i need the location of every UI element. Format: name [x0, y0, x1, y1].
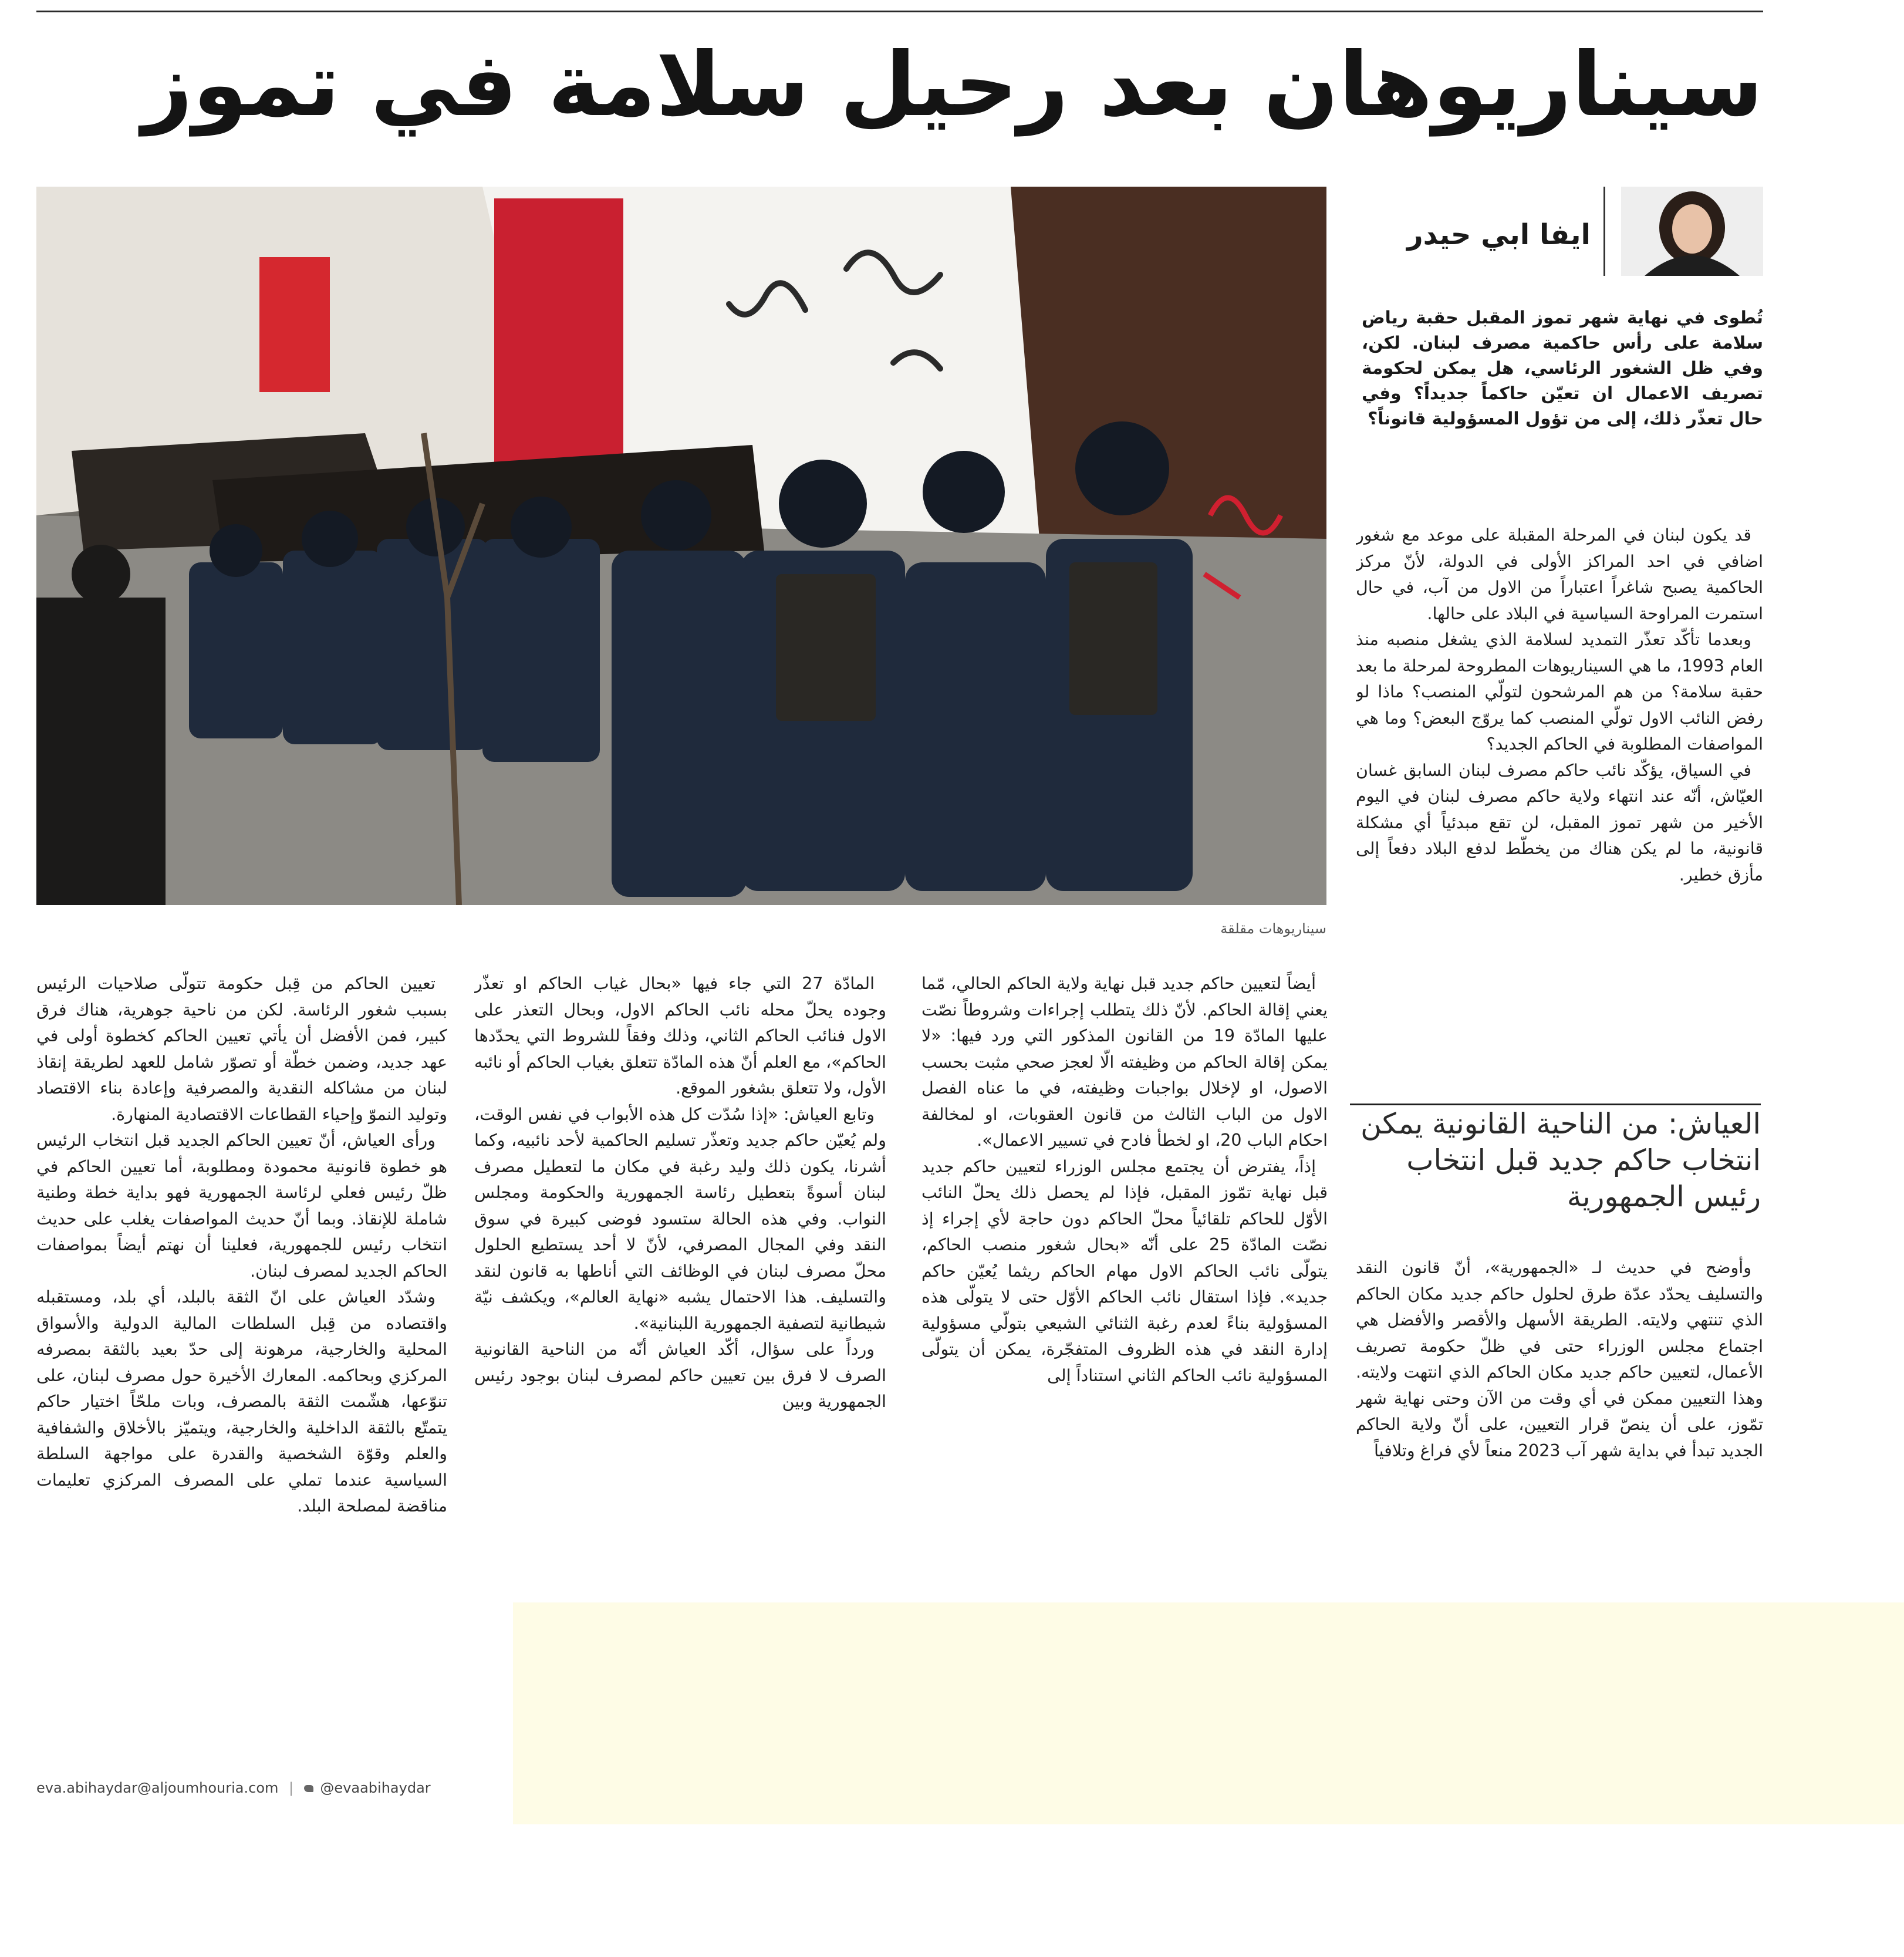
author-name: ايفا ابي حيدر: [1406, 218, 1591, 251]
paragraph: وأوضح في حديث لـ «الجمهورية»، أنّ قانون النقد والتسليف يحدّد عدّة طرق لحلول حاكم جديد مكان الحاكم الذي تنتهي ولايته. الطريقة الأسهل والأقصر والأفضل هي اجتماع مجلس الوزراء حتى في ظلّ حكومة تصريف الأعمال، لتعيين حاكم جديد مكان الحاكم الذي انتهت ولايته. وهذا التعيين ممكن في أي وقت من الآن وحتى نهاية شهر تمّوز، على أن ينصّ قرار التعيين، على أنّ ولاية الحاكم الجديد تبدأ في بداية شهر آب 2023 منعاً لأي فراغ وتلافياً: [1356, 1258, 1763, 1460]
riot-police-scene: [36, 187, 1326, 905]
paragraph: تعيين الحاكم من قِبل حكومة تتولّى صلاحيات الرئيس بسبب شغور الرئاسة. لكن من ناحية جوهرية، هناك فرق كبير، فمن الأفضل أن يأتي تعيين الحاكم كخطوة أولى في عهد جديد، وضمن خطّة أو تصوّر شامل للعهد لطريقة إنقاذ لبنان من مشاكله النقدية والمصرفية وإعادة بناء الاقتصاد وتوليد النموّ وإحياء القطاعات الاقتصادية المنهارة.: [36, 974, 447, 1124]
headline: سيناريوهان بعد رحيل سلامة في تموز: [141, 34, 1763, 136]
pull-quote: العياش: من الناحية القانونية يمكن انتخاب حاكم جديد قبل انتخاب رئيس الجمهورية: [1361, 1107, 1761, 1213]
twitter-icon: [304, 1785, 313, 1792]
paragraph: أيضاً لتعيين حاكم جديد قبل نهاية ولاية الحاكم الحالي، مّما يعني إقالة الحاكم. لأنّ ذلك يتطلب إجراءات وشروطاً نصّت عليها المادّة 19 من القانون المذكور التي ورد فيها: «لا يمكن إقالة الحاكم من وظيفته الّا لعجز صحي مثبت بحسب الاصول، او لإخلال بواجبات وظيفته، في ما عناه الفصل الاول من الباب الثالث من قانون العقوبات، او لمخالفة احكام الباب 20، او لخطأ فادح في تسيير الاعمال».: [921, 974, 1328, 1150]
author-email[interactable]: eva.abihaydar@aljoumhouria.com: [36, 1780, 279, 1796]
contact-separator: |: [289, 1780, 294, 1796]
paragraph: وبعدما تأكّد تعذّر التمديد لسلامة الذي يشغل منصبه منذ العام 1993، ما هي السيناريوهات المطروحة لمرحلة ما بعد حقبة سلامة؟ من هم المرشحون لتولّي المنصب؟ ماذا لو رفض النائب الاول تولّي المنصب كما يروّج البعض؟ وما هي المواصفات المطلوبة في الحاكم الجديد؟: [1356, 630, 1763, 754]
pull-quote-rule: [1350, 1104, 1761, 1105]
article-photo: [36, 187, 1326, 905]
paragraph: قد يكون لبنان في المرحلة المقبلة على موعد مع شغور اضافي في احد المراكز الأولى في الدولة، لأنّ مركز الحاكمية يصبح شاغراً اعتباراً من الاول من آب، في حال استمرت المراوحة السياسية في البلاد على حالها.: [1356, 525, 1763, 623]
paragraph: وشدّد العياش على انّ الثقة بالبلد، أي بلد، ومستقبله واقتصاده من قِبل السلطات المالية الدولية والأسواق المحلية والخارجية، مرهونة إلى حدّ بعيد بالثقة بمصرفه المركزي وبحاكمه. المعارك الأخيرة حول مصرف لبنان، على تنوّعها، هشّمت الثقة بالمصرف، وبات ملحّاً اختيار حاكم يتمتّع بالثقة الداخلية والخارجية، ويتميّز بالأخلاق والشفافية والعلم وقوّة الشخصية والقدرة على مواجهة السلطة السياسية عندما تملي على المصرف المركزي تعليمات مناقضة لمصلحة البلد.: [36, 1287, 447, 1516]
author-avatar: [1621, 187, 1763, 276]
paragraph: وتابع العياش: «إذا سُدّت كل هذه الأبواب في نفس الوقت، ولم يُعيّن حاكم جديد وتعذّر تسليم الحاكمية لأحد نائبيه، وكما أشرنا، يكون ذلك وليد رغبة في مكان ما لتعطيل مصرف لبنان أسوةً بتعطيل رئاسة الجمهورية والحكومة ومجلس النواب. وفي هذه الحالة ستسود فوضى كبيرة في سوق النقد وفي المجال المصرفي، لأنّ لا أحد يستطيع الحلول محلّ مصرف لبنان في الوظائف التي أناطها به قانون لنقد والتسليف. هذا الاحتمال يشبه «نهاية العالم»، ويكشف نيّة شيطانية لتصفية الجمهورية اللبنانية».: [474, 1104, 886, 1333]
author-contact: [36, 1775, 447, 1801]
paragraph: إذاً، يفترض أن يجتمع مجلس الوزراء لتعيين حاكم جديد قبل نهاية تمّوز المقبل، فإذا لم يحصل ذلك يحلّ النائب الأوّل للحاكم تلقائياً محلّ الحاكم دون حاجة لأي إجراء إذ نصّت المادّة 25 على أنّه «بحال شغور منصب الحاكم، يتولّى نائب الحاكم الاول مهام الحاكم ريثما يُعيّن حاكم جديد». فإذا استقال نائب الحاكم الأوّل حتى لا يتولّى هذه المسؤولية بناءً لعدم رغبة الثنائي الشيعي بتولّي مسؤولية إدارة النقد في هذه الظروف المتفجّرة، يمكن أن يتولّى المسؤولية نائب الحاكم الثاني استناداً إلى: [921, 1156, 1328, 1385]
column-1-top: [1356, 522, 1763, 1062]
paragraph: المادّة 27 التي جاء فيها «بحال غياب الحاكم او تعذّر وجوده يحلّ محله نائب الحاكم الاول، وبحال التعذر على الاول فنائب الحاكم الثاني، وذلك وفقاً للشروط التي يحدّدها الحاكم»، مع العلم أنّ هذه المادّة تتعلق بغياب الحاكم أو نائبه الأول، ولا تتعلق بشغور الموقع.: [474, 974, 886, 1098]
photo-caption: سيناريوهات مقلقة: [1220, 920, 1326, 937]
top-rule: [36, 11, 1763, 12]
highlight-block: [513, 1602, 1904, 1824]
author-twitter[interactable]: @evaabihaydar: [320, 1780, 431, 1796]
column-4: [36, 971, 447, 1793]
paragraph: في السياق، يؤكّد نائب حاكم مصرف لبنان السابق غسان العيّاش، أنّه عند انتهاء ولاية حاكم مصرف لبنان في اليوم الأخير من شهر تموز المقبل، لن تقع مبدئياً أي مشكلة قانونية، ما لم يكن هناك من يخطّط لدفع البلاد دفعاً إلى مأزق خطير.: [1356, 760, 1763, 885]
paragraph: ورأى العياش، أنّ تعيين الحاكم الجديد قبل انتخاب الرئيس هو خطوة قانونية محمودة ومطلوبة، أما تعيين الحاكم في ظلّ رئيس فعلي لرئاسة الجمهورية فهو بداية خطة وطنية شاملة للإنقاذ. وبما أنّ حديث المواصفات يغلب على حديث انتخاب رئيس للجمهورية، فعلينا أن نهتم أيضاً بمواصفات الحاكم الجديد لمصرف لبنان.: [36, 1131, 447, 1281]
author-divider: [1603, 187, 1605, 276]
paragraph: ورداً على سؤال، أكّد العياش أنّه من الناحية القانونية الصرف لا فرق بين تعيين حاكم لمصرف لبنان بوجود رئيس الجمهورية وبين: [474, 1339, 886, 1411]
lead-paragraph: تُطوى في نهاية شهر تموز المقبل حقبة رياض سلامة على رأس حاكمية مصرف لبنان. لكن، وفي ظل الشغور الرئاسي، هل يمكن لحكومة تصريف الاعمال ان تعيّن حاكماً جديداً؟ وفي حال تعذّر ذلك، إلى من تؤول المسؤولية قانوناً؟: [1362, 308, 1763, 428]
